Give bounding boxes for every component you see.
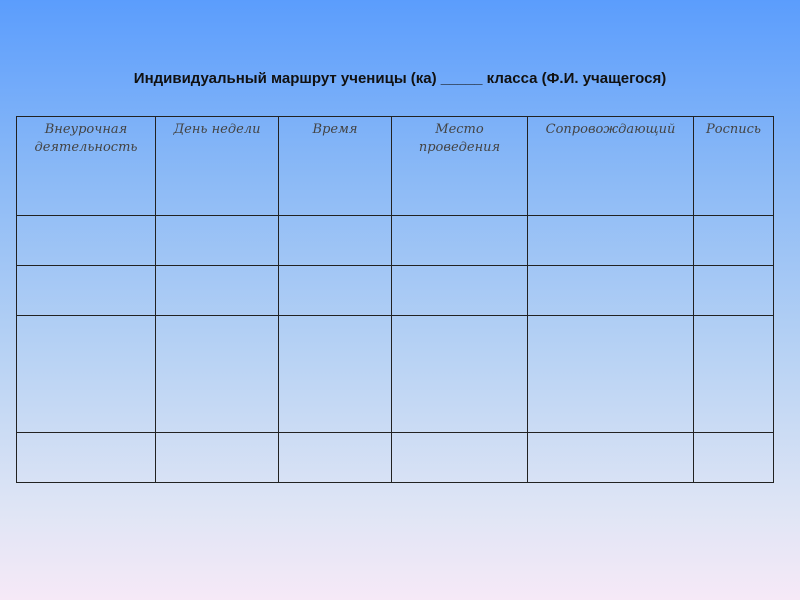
table-cell [279,433,392,483]
table-cell [392,316,528,433]
table-cell [694,266,774,316]
table-cell [279,216,392,266]
table-cell [392,216,528,266]
table-cell [156,316,279,433]
table-cell [156,266,279,316]
table-header-row [17,117,774,216]
header-location: Место проведения [392,117,528,216]
table-cell [528,433,694,483]
table-cell [392,433,528,483]
table-cell [17,266,156,316]
header-weekday: День недели [156,117,279,216]
table-cell [156,433,279,483]
header-time: Время [279,117,392,216]
table-row [17,266,774,316]
table-cell [694,316,774,433]
table-cell [279,316,392,433]
table-cell [694,433,774,483]
table-cell [528,316,694,433]
page-title: Индивидуальный маршрут ученицы (ка) _____ класса (Ф.И. учащегося) [133,70,667,87]
table-cell [528,216,694,266]
table-cell [694,216,774,266]
table-row [17,433,774,483]
header-activity: Внеурочная деятельность [17,117,156,216]
table-cell [17,216,156,266]
table-cell [156,216,279,266]
table-row [17,316,774,433]
table-cell [17,316,156,433]
table-cell [279,266,392,316]
header-companion: Сопровождающий [528,117,694,216]
route-table [16,116,774,483]
table-cell [392,266,528,316]
table-cell [17,433,156,483]
table-cell [528,266,694,316]
table-row [17,216,774,266]
header-signature: Роспись [694,117,774,216]
